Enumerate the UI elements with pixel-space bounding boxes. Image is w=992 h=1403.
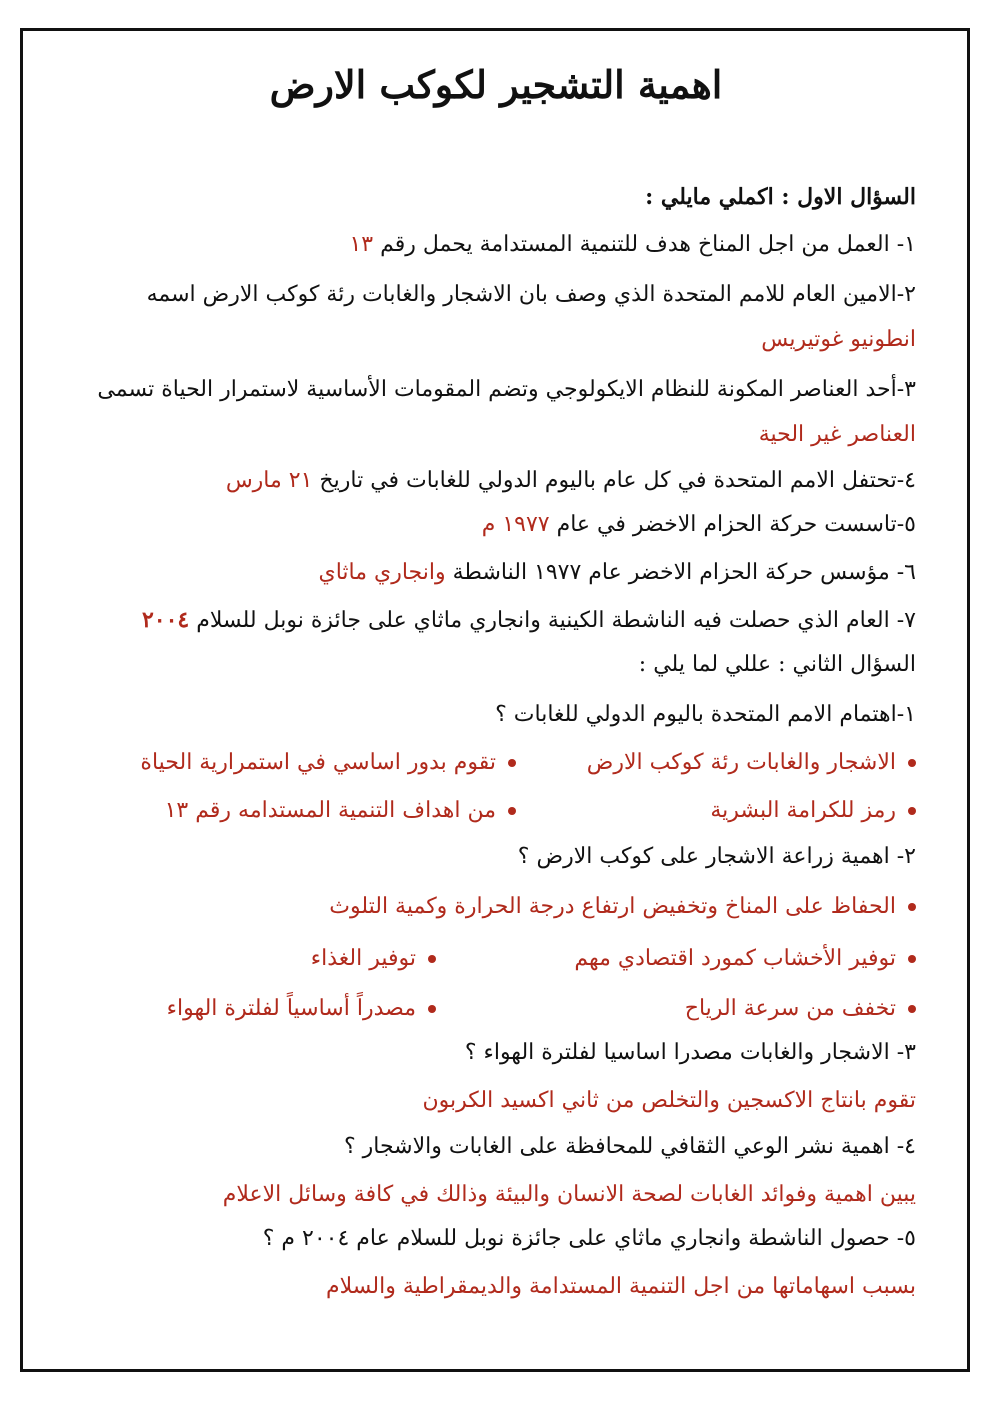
- s1-item-2-answer: انطونيو غوتيريس: [761, 327, 916, 352]
- s1-item-6-question: ٦- مؤسس حركة الحزام الاخضر عام ١٩٧٧ الناشطة: [445, 560, 916, 585]
- s1-item-2-question: ٢-الامين العام للامم المتحدة الذي وصف بان الاشجار والغابات رئة كوكب الارض اسمه: [146, 282, 916, 307]
- page-title: اهمية التشجير لكوكب الارض: [269, 62, 723, 107]
- s1-item-6: [318, 558, 916, 588]
- section1-heading: السؤال الاول : اكملي مايلي :: [645, 184, 916, 210]
- list-item: الحفاظ على المناخ وتخفيض ارتفاع درجة الحرارة وكمية التلوث: [329, 892, 916, 922]
- s2-q2-bullet-row-2: [76, 944, 916, 974]
- bullet-icon: [908, 807, 916, 815]
- s1-item-7: [142, 605, 916, 636]
- bullet-icon: [428, 955, 436, 963]
- s1-item-4-question: ٤-تحتفل الامم المتحدة في كل عام باليوم الدولي للغابات في تاريخ: [312, 468, 916, 493]
- s2-q2-bullet-row-1: [76, 892, 916, 922]
- s2-q5-answer: بسبب اسهاماتها من اجل التنمية المستدامة والديمقراطية والسلام: [326, 1274, 916, 1299]
- s1-item-1-answer: ١٣: [349, 232, 374, 257]
- s1-item-6-answer: وانجاري ماثاي: [318, 560, 446, 585]
- s2-q2-question: ٢- اهمية زراعة الاشجار على كوكب الارض ؟: [517, 844, 916, 869]
- bullet-icon: [908, 759, 916, 767]
- s2-q4-answer: يبين اهمية وفوائد الغابات لصحة الانسان والبيئة وذالك في كافة وسائل الاعلام: [222, 1182, 916, 1207]
- s1-item-4-answer: ٢١ مارس: [225, 468, 313, 493]
- s1-item-5: [482, 510, 916, 540]
- s2-q1-bullet-row-1: [76, 748, 916, 778]
- s1-item-7-question: ٧- العام الذي حصلت فيه الناشطة الكينية وانجاري ماثاي على جائزة نوبل للسلام: [189, 608, 916, 633]
- s2-q1-bullet-row-2: [76, 796, 916, 826]
- s1-item-5-answer: ١٩٧٧ م: [481, 512, 550, 537]
- s2-q2-bullet-row-3: [76, 994, 916, 1024]
- s2-q4-question: ٤- اهمية نشر الوعي الثقافي للمحافظة على الغابات والاشجار ؟: [343, 1134, 916, 1159]
- list-item: توفير الغذاء: [311, 944, 436, 974]
- section2-heading: السؤال الثاني : عللي لما يلي :: [638, 652, 916, 677]
- list-item: توفير الأخشاب كمورد اقتصادي مهم: [574, 944, 916, 974]
- s1-item-5-question: ٥-تاسست حركة الحزام الاخضر في عام: [549, 512, 916, 537]
- s2-q3-question: ٣- الاشجار والغابات مصدرا اساسيا لفلترة الهواء ؟: [464, 1040, 916, 1065]
- s1-item-4: [226, 466, 916, 496]
- list-item: من اهداف التنمية المستدامه رقم ١٣: [165, 796, 516, 826]
- s1-item-7-answer: ٢٠٠٤: [141, 607, 190, 633]
- list-item: الاشجار والغابات رئة كوكب الارض: [587, 748, 916, 778]
- bullet-icon: [508, 807, 516, 815]
- list-item: رمز للكرامة البشرية: [710, 796, 916, 826]
- s1-item-1-question: ١- العمل من اجل المناخ هدف للتنمية المستدامة يحمل رقم: [373, 232, 916, 257]
- s1-item-3-answer: العناصر غير الحية: [758, 422, 916, 447]
- s2-q3-answer: تقوم بانتاج الاكسجين والتخلص من ثاني اكسيد الكربون: [422, 1088, 916, 1113]
- s2-q5-question: ٥- حصول الناشطة وانجاري ماثاي على جائزة نوبل للسلام عام ٢٠٠٤ م ؟: [262, 1226, 916, 1251]
- bullet-icon: [508, 759, 516, 767]
- s1-item-3-question: ٣-أحد العناصر المكونة للنظام الايكولوجي وتضم المقومات الأساسية لاستمرار الحياة تسمى: [97, 377, 916, 402]
- bullet-icon: [428, 1005, 436, 1013]
- bullet-icon: [908, 903, 916, 911]
- list-item: تقوم بدور اساسي في استمرارية الحياة: [140, 748, 516, 778]
- bullet-icon: [908, 955, 916, 963]
- s1-item-1: [349, 230, 916, 260]
- list-item: تخفف من سرعة الرياح: [685, 994, 916, 1024]
- bullet-icon: [908, 1005, 916, 1013]
- list-item: مصدراً أساسياً لفلترة الهواء: [167, 994, 436, 1024]
- s2-q1-question: ١-اهتمام الامم المتحدة باليوم الدولي للغابات ؟: [495, 702, 916, 727]
